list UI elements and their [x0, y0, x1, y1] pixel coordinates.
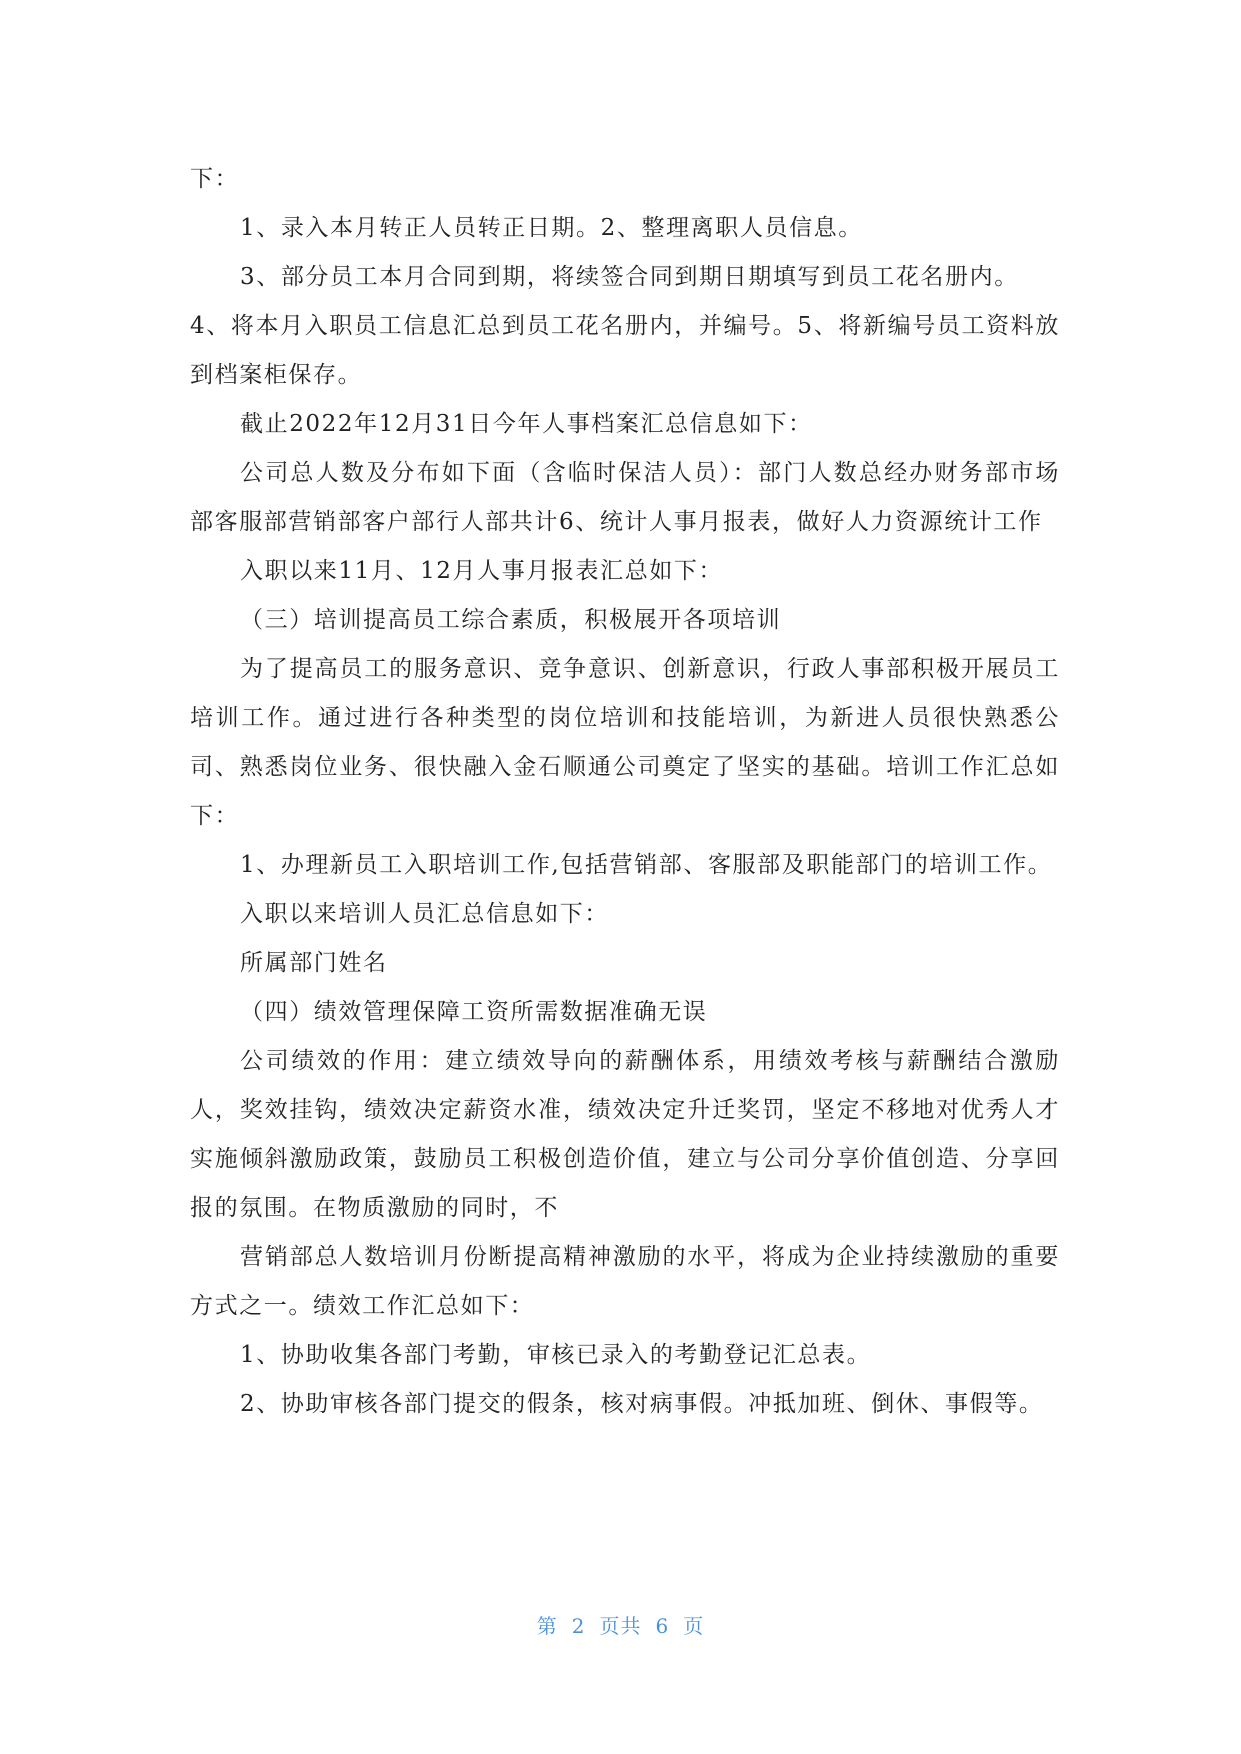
- paragraph-6: 公司总人数及分布如下面（含临时保洁人员）：部门人数总经办财务部市场部客服部营销部客户部行人部共计6、统计人事月报表，做好人力资源统计工作: [190, 460, 1060, 535]
- paragraph-10: 1、办理新员工入职培训工作,包括营销部、客服部及职能部门的培训工作。: [240, 852, 1053, 878]
- footer-page-number: 2: [571, 1614, 586, 1638]
- paragraph-17: 2、协助审核各部门提交的假条，核对病事假。冲抵加班、倒休、事假等。: [240, 1391, 1044, 1417]
- paragraph-1: 下：: [190, 166, 240, 192]
- paragraph-14: 公司绩效的作用：建立绩效导向的薪酬体系，用绩效考核与薪酬结合激励人，奖效挂钩，绩效决定薪资水准，绩效决定升迁奖罚，坚定不移地对优秀人才实施倾斜激励政策，鼓励员工积极创造价值，建立与公司分享价值创造、分享回报的氛围。在物质激励的同时，不: [190, 1048, 1060, 1221]
- paragraph-2: 1、录入本月转正人员转正日期。2、整理离职人员信息。: [240, 215, 863, 241]
- footer-middle: 页共: [599, 1614, 642, 1638]
- footer-total-pages: 6: [655, 1614, 670, 1638]
- paragraph-11: 入职以来培训人员汇总信息如下：: [240, 901, 609, 927]
- paragraph-9: 为了提高员工的服务意识、竞争意识、创新意识，行政人事部积极开展员工培训工作。通过进行各种类型的岗位培训和技能培训，为新进人员很快熟悉公司、熟悉岗位业务、很快融入金石顺通公司奠定了坚实的基础。培训工作汇总如下：: [190, 656, 1060, 829]
- paragraph-3: 3、部分员工本月合同到期，将续签合同到期日期填写到员工花名册内。: [240, 264, 1019, 290]
- paragraph-5: 截止2022年12月31日今年人事档案汇总信息如下：: [240, 411, 813, 437]
- section-heading-training: （三）培训提高员工综合素质，积极展开各项培训: [240, 607, 782, 633]
- document-body: [190, 155, 1060, 1429]
- section-heading-performance: （四）绩效管理保障工资所需数据准确无误: [240, 999, 708, 1025]
- footer-prefix: 第: [536, 1614, 558, 1638]
- paragraph-15: 营销部总人数培训月份断提高精神激励的水平，将成为企业持续激励的重要方式之一。绩效工作汇总如下：: [190, 1244, 1060, 1319]
- paragraph-4: 4、将本月入职员工信息汇总到员工花名册内，并编号。5、将新编号员工资料放到档案柜保存。: [190, 313, 1060, 388]
- footer-suffix: 页: [683, 1614, 705, 1638]
- paragraph-16: 1、协助收集各部门考勤，审核已录入的考勤登记汇总表。: [240, 1342, 872, 1368]
- page-footer: [0, 1610, 1241, 1639]
- paragraph-12: 所属部门姓名: [240, 950, 388, 976]
- paragraph-7: 入职以来11月、12月人事月报表汇总如下：: [240, 558, 724, 584]
